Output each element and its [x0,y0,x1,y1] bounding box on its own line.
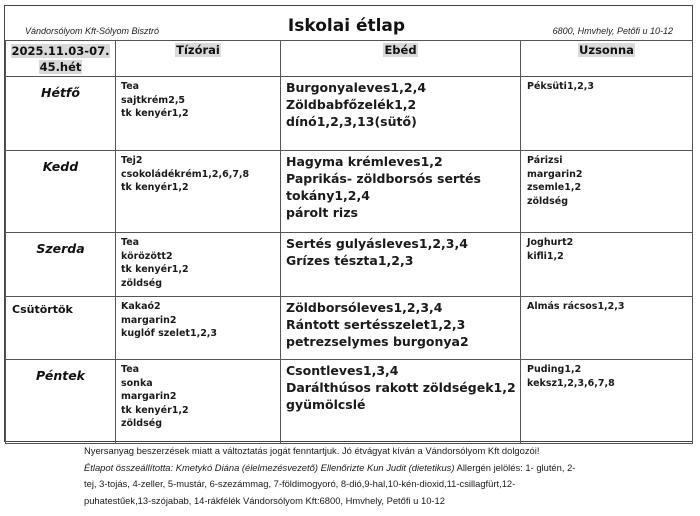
menu-item: dínó1,2,3,13(sütő) [286,114,417,129]
day-cell: Péntek [6,360,116,444]
ebed-cell [281,77,521,151]
uzsonna-cell [521,151,693,233]
menu-item: csokoládékrém1,2,6,7,8 [121,168,250,180]
menu-item: körözött2 [121,250,173,262]
footer-disclaimer: Nyersanyag beszerzések miatt a változtatás jogát fenntartjuk. Jó étvágyat kíván a Vándorsólyom Kft dolgozói! [84,445,540,456]
day-cell: Csütörtök [6,297,116,360]
menu-item: margarin2 [121,391,177,402]
menu-item: zsemle1,2 [527,182,582,193]
menu-row [6,297,693,360]
footer-allergen-list-2: puhatestűek,13-szójabab, 14-rákfélék Vándorsólyom Kft:6800, Hmvhely, Petőfi u 10-12 [84,494,445,506]
menu-item: Tea [121,364,140,375]
ebed-cell [281,360,521,444]
menu-item: Joghurt2 [527,237,574,248]
menu-item: Puding1,2 [527,364,582,375]
day-cell: Kedd [6,151,116,233]
footer-compiled-by: Étlapot összeállította: Kmetykó Diána (élelmezésvezető) Ellenőrizte Kun Judit (dietetikus) [84,461,455,473]
tizorai-cell [116,77,281,151]
menu-row [6,77,693,151]
menu-item: Tej2 [121,155,143,166]
menu-item: Paprikás- zöldborsós sertés [286,171,481,186]
menu-item: Burgonyaleves1,2,4 [286,80,427,95]
tizorai-cell [116,360,281,444]
tizorai-cell [116,297,281,360]
uzsonna-cell [521,360,693,444]
menu-row [6,233,693,297]
menu-item: párolt rizs [286,205,358,220]
menu-item: Sertés gulyásleves1,2,3,4 [286,236,468,251]
column-header-uzsonna: Uzsonna [521,41,693,77]
ebed-cell [281,151,521,233]
menu-row [6,151,693,233]
menu-item: Almás rácsos1,2,3 [527,301,625,312]
menu-item: zöldség [527,195,569,207]
column-header-row [6,41,693,77]
menu-row [6,360,693,444]
week-number: 45.hét [39,60,82,74]
address: 6800, Hmvhely, Petőfi u 10-12 [552,26,673,36]
menu-item: margarin2 [121,314,177,326]
menu-item: Grízes tészta1,2,3 [286,253,414,268]
menu-item: Kakaó2 [121,301,161,312]
menu-item: tk kenyér1,2 [121,404,189,416]
ebed-cell [281,297,521,360]
uzsonna-cell [521,297,693,360]
menu-item: Zöldborsóleves1,2,3,4 [286,300,443,315]
footer-allergen-list-1: tej, 3-tojás, 4-zeller, 5-mustár, 6-szezámmag, 7-földimogyoró, 8-dió,9-hal,10-kén-dioxid,11-csillagfürt,12- [84,478,516,489]
menu-item: kifli1,2 [527,250,564,262]
menu-item: Hagyma krémleves1,2 [286,154,443,169]
column-header-ebed: Ebéd [281,41,521,77]
date-range: 2025.11.03-07. [11,44,110,58]
menu-item: tk kenyér1,2 [121,264,189,275]
menu-item: Tea [121,237,140,248]
menu-item: gyümölcslé [286,397,366,412]
page-title-text: Iskolai étlap [287,16,406,36]
menu-item: tokány1,2,4 [286,188,370,203]
menu-table [5,40,693,444]
menu-item: Csontleves1,3,4 [286,363,399,378]
column-header-tizorai: Tízórai [116,41,281,77]
footer-notes [84,443,696,509]
menu-item: Rántott sertésszelet1,2,3 [286,317,466,332]
menu-item: sajtkrém2,5 [121,94,186,106]
menu-item: Zöldbabfőzelék1,2 [286,97,417,112]
footer-allergen-intro: Allergén jelölés: 1- glutén, 2- [454,461,576,473]
menu-item: keksz1,2,3,6,7,8 [527,377,615,389]
menu-sheet [4,5,693,442]
uzsonna-cell [521,77,693,151]
menu-item: kuglóf szelet1,2,3 [121,328,218,339]
menu-item: petrezselymes burgonya2 [286,334,469,349]
title-bar [5,6,692,41]
menu-item: tk kenyér1,2 [121,108,189,119]
tizorai-cell [116,233,281,297]
day-cell: Szerda [6,233,116,297]
menu-item: tk kenyér1,2 [121,182,189,193]
day-cell: Hétfő [6,77,116,151]
menu-item: Tea [121,81,140,92]
footer-allergen-line [84,460,696,477]
date-header [6,41,116,77]
ebed-cell [281,233,521,297]
menu-item: Darálthúsos rakott zöldségek1,2 [286,380,516,395]
menu-item: sonka [121,377,153,389]
uzsonna-cell [521,233,693,297]
organization-name: Vándorsólyom Kft-Sólyom Bisztró [25,26,160,36]
menu-item: zöldség [121,277,163,289]
menu-item: Péksüti1,2,3 [527,81,594,92]
tizorai-cell [116,151,281,233]
menu-item: margarin2 [527,168,583,180]
menu-item: zöldség [121,418,163,429]
menu-item: Párizsi [527,155,563,166]
